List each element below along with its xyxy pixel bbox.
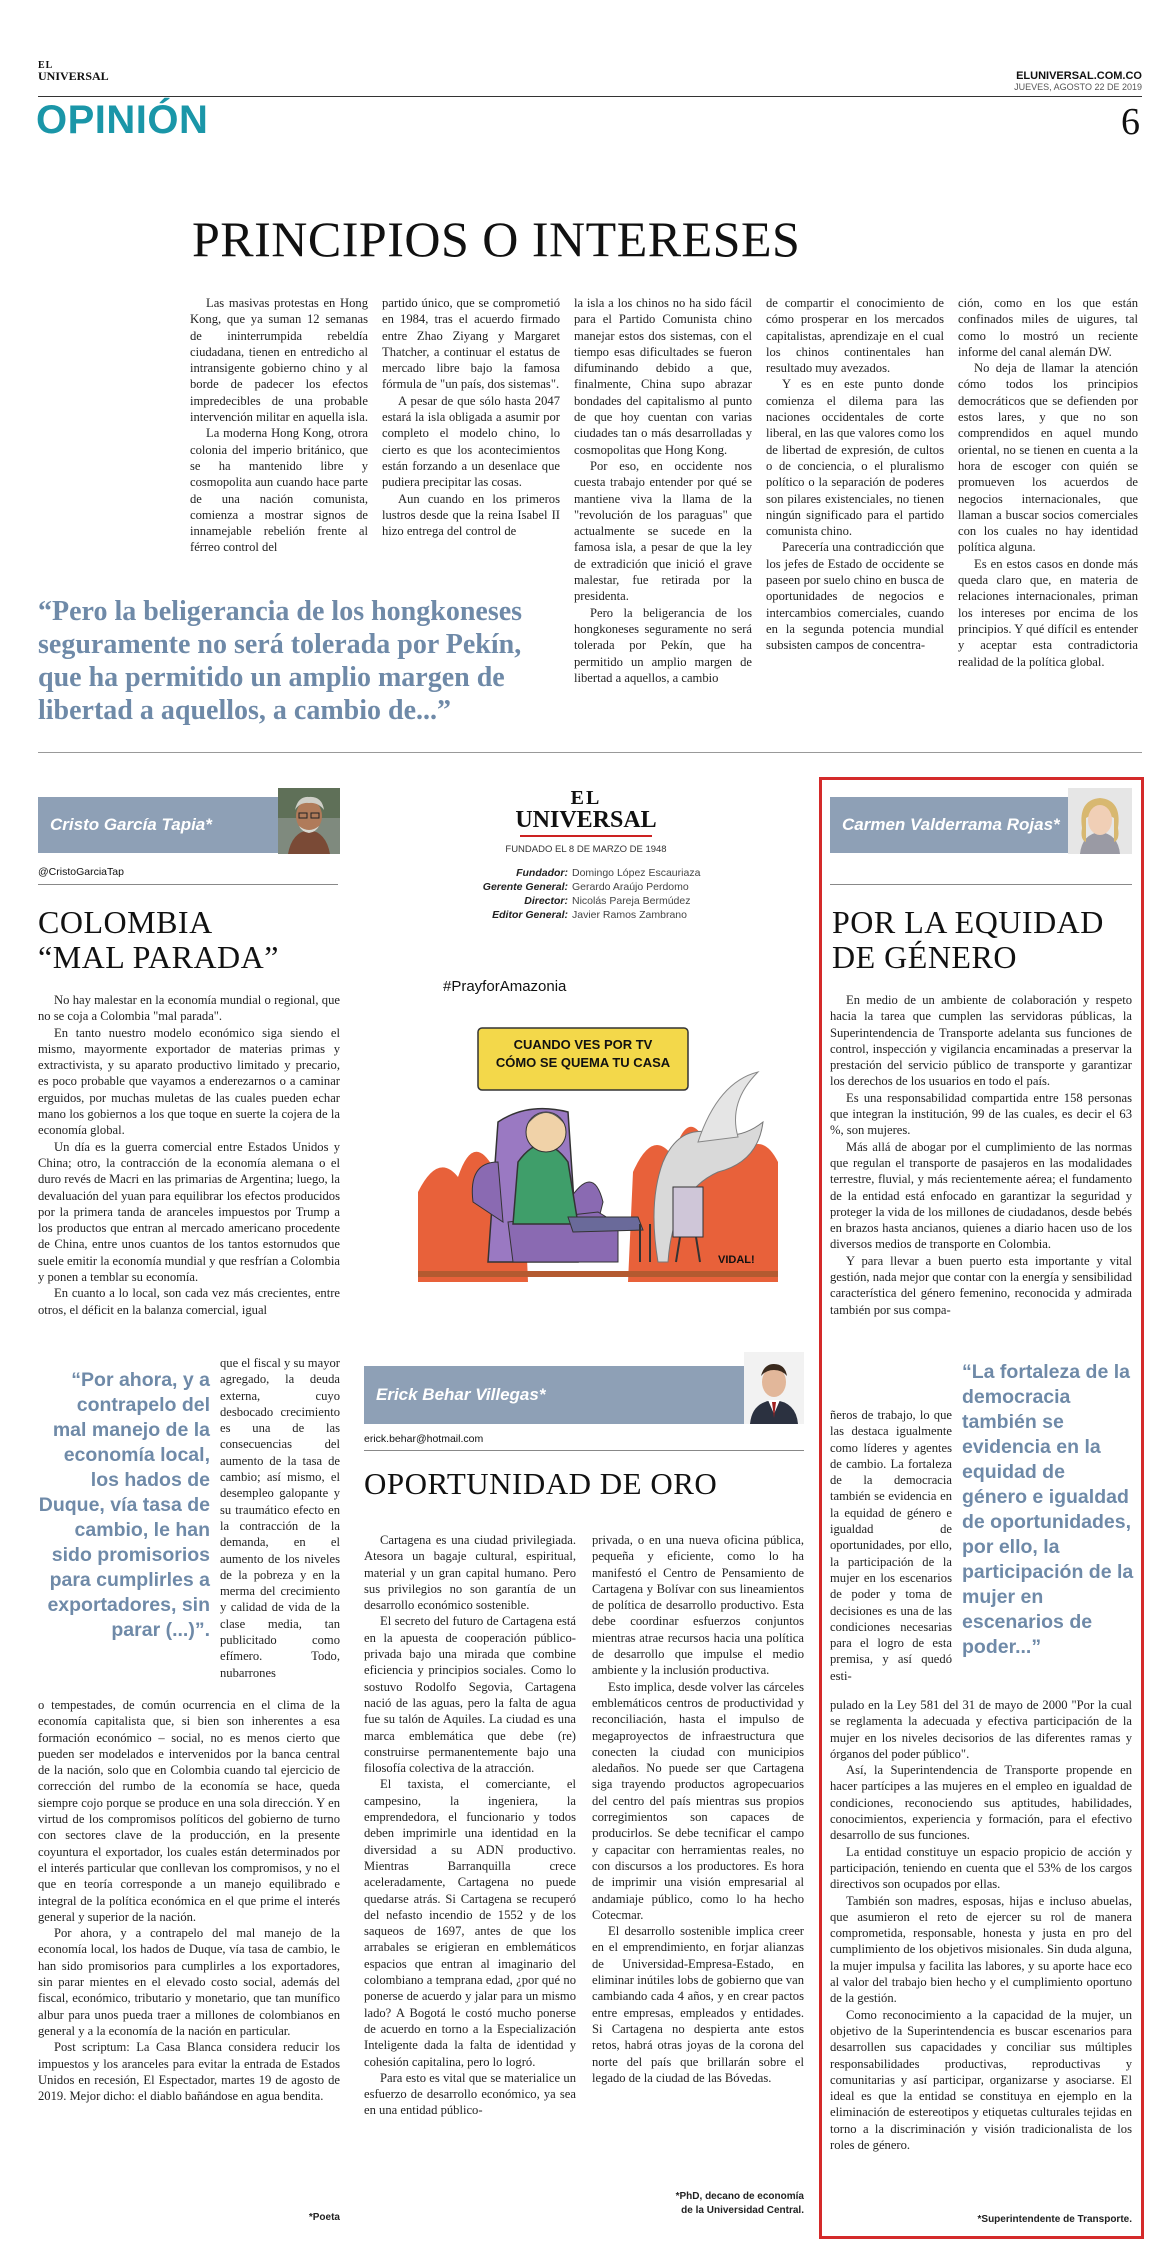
erick-signature-line: *PhD, decano de economía xyxy=(675,2191,804,2202)
avatar xyxy=(744,1352,804,1424)
editorial-title: PRINCIPIOS O INTERESES xyxy=(192,211,801,267)
cristo-paragraph: No hay malestar en la economía mundial o regional, que no se coja a Colombia "mal parada". xyxy=(38,993,340,1024)
cristo-paragraph: Por ahora, y a contrapelo del mal manejo de la economía local, los hados de Duque, vía tasa de cambio, le han sido promisorios para cumplirles a los exportadores, sin parar mientes en el elevado costo social, además del fiscal, económico, tributario y monetario, que tan munífico albur para unos pueda traer a millones de colombianos en general y a la economía de la nación en particular. xyxy=(38,1926,340,2038)
cartoon-artist-signature: VIDAL! xyxy=(718,1254,755,1266)
erick-signature xyxy=(604,2190,804,2218)
column-title-line: “MAL PARADA” xyxy=(38,939,279,975)
editorial-paragraph: La moderna Hong Kong, otrora colonia del imperio británico, que se ha mantenido libre y cosmopolita aun cuando hace parte de una nación comunista, comienza a mostrar signos de innamejable rebelión frente al férreo control del xyxy=(190,426,368,555)
author-rule xyxy=(830,884,1132,885)
cristo-paragraph: En cuanto a lo local, son cada vez más crecientes, entre otros, el déficit en la balanza comercial, igual xyxy=(38,1286,340,1317)
avatar xyxy=(278,788,340,854)
staff-label: Director: xyxy=(524,895,568,907)
carmen-body-top xyxy=(830,992,1132,1318)
column-title-line: DE GÉNERO xyxy=(832,939,1017,975)
editorial-paragraph: Aun cuando en los primeros lustros desde que la reina Isabel II hizo entrega del control de xyxy=(382,491,560,539)
editorial-column-2 xyxy=(382,295,560,539)
staff-logo xyxy=(496,788,676,832)
staff-value: Domingo López Escauriaza xyxy=(572,867,701,879)
staff-row xyxy=(466,880,716,894)
cristo-side-text: que el fiscal y su mayor agregado, la deuda externa, cuyo desbocado crecimiento es una de las consecuencias del aumento de la tasa de cambio; así mismo, el desempleo galopante y su traumático efecto en la contracción de la demanda, en el aumento de los niveles de la pobreza y en la merma del crecimiento y calidad de vida de la clase media, tan publicitado como efímero. Todo, nubarrones xyxy=(220,1356,340,1680)
staff-value: Nicolás Pareja Bermúdez xyxy=(572,895,691,907)
carmen-paragraph: También son madres, esposas, hijas e incluso abuelas, que asumieron el reto de ejercer su rol de manera comprometida, responsable, honesta y justa en pro del cumplimiento de los objetivos misionales. Sin duda alguna, la mujer impulsa y facilita las labores, y su aporte hace eco al valor del trabajo bien hecho y el cumplimiento oportuno de la gestión. xyxy=(830,1893,1132,2006)
editorial-paragraph: la isla a los chinos no ha sido fácil para el Partido Comunista chino manejar estos dos sistemas, con el tiempo esas dificultades se fueron difuminando debido a que, finalmente, China supo abrazar bondades del capitalismo al punto de que hoy cuentan con varias ciudades tan o más desarrolladas y cosmopolitas que Hong Kong. xyxy=(574,296,752,457)
staff-logo-underline xyxy=(520,835,652,837)
carmen-paragraph: pulado en la Ley 581 del 31 de mayo de 2000 "Por la cual se reglamenta la adecuada y efectiva participación de la mujer en los niveles decisorios de las diferentes ramas y órganos del poder público". xyxy=(830,1698,1132,1761)
author-name: Cristo García Tapia* xyxy=(50,815,212,834)
erick-paragraph: El taxista, el comerciante, el campesino, la ingeniera, la emprendedora, el funcionario y todos deben imprimirle una identidad en la diversidad a su ADN productivo. Mientras Barranquilla crece aceleradamente, Cartagena no puede quedarse atrás. Si Cartagena se recuperó del nefasto incendio de 1552 y de los saqueos de 1697, antes de que los arrabales se erigieran en emblemáticos espacios que entran al imaginario del colombiano a temprana edad, ¿por qué no ponerse de acuerdo y jalar para un mismo lado? A Bogotá le costó mucho ponerse de acuerdo en torno a la Especialización Inteligente dada la falta de identidad y cohesión capitalina, pero lo logró. xyxy=(364,1777,576,2069)
erick-paragraph: privada, o en una nueva oficina pública, pequeña y eficiente, como lo ha manifestó el Centro de Pensamiento de Cartagena y Bolívar con sus lineamientos de política de desarrollo productivo. Esta debe coordinar esfuerzos conjuntos mientras atrae recursos hacia una política de desarrollo que impulse el medio ambiente y la inclusión productiva. xyxy=(592,1533,804,1678)
erick-signature-line: de la Universidad Central. xyxy=(681,2205,804,2216)
editorial-paragraph: ción, como en los que están confinados miles de uigures, tal como lo mostró un reciente informe del canal alemán DW. xyxy=(958,296,1138,359)
masthead-logo-bottom: UNIVERSAL xyxy=(38,69,109,83)
masthead-logo-top: EL xyxy=(38,60,54,71)
editorial-column-1 xyxy=(190,295,368,556)
cartoon-caption-line: CÓMO SE QUEMA TU CASA xyxy=(495,1055,671,1070)
section-divider xyxy=(38,752,1142,753)
editorial-pullquote: “Pero la beligerancia de los hongkoneses seguramente no será tolerada por Pekín, que ha permitido un amplio margen de libertad a aquellos, a cambio de...” xyxy=(38,596,523,726)
erick-paragraph: El secreto del futuro de Cartagena está en la apuesta de cooperación público-privada bajo una mirada que combine eficiencia y principios sociales. Como lo sostuvo Rodolfo Segovia, Cartagena nació de las aguas, pero la falta de agua fue su talón de Aquiles. La ciudad es una marca emblemática que debe (re) construirse permanentemente bajo una filosofía colectiva de la atracción. xyxy=(364,1614,576,1776)
cristo-body-top xyxy=(38,992,340,1318)
editorial-paragraph: No deja de llamar la atención cómo todos los principios democráticos que se defienden por estos lares, y que no son comprendidos en aquel mundo oriental, no se tienen en cuenta a la hora de escoger con quién se promueven los acuerdos de negocios internacionales, que llaman a buscar socios comerciales con los cuales no hay identidad política alguna. xyxy=(958,361,1138,555)
carmen-body-bottom xyxy=(830,1697,1132,2153)
column-title-line: POR LA EQUIDAD xyxy=(832,904,1104,940)
editorial-paragraph: de compartir el conocimiento de cómo prosperar en los mercados capitalistas, aprendizaje en el cual los chinos continentales han resultado muy avezados. xyxy=(766,296,944,376)
site-url: ELUNIVERSAL.COM.CO xyxy=(1016,70,1142,82)
masthead-rule xyxy=(38,96,1142,97)
carmen-side-text: ñeros de trabajo, lo que las destaca igualmente como líderes y agentes de cambio. La fortaleza de la democracia también se evidencia en la equidad de género e igualdad de oportunidades, por ello, la participación de la mujer en los escenarios de poder y toma de decisiones es una de las condiciones necesarias para el logro de esta premisa, y así quedó esti- xyxy=(830,1408,952,1683)
cristo-paragraph: o tempestades, de común ocurrencia en el clima de la economía capitalista que, si bien son inherentes a esa formación económico – social, no es menos cierto que pueden ser modelados e intervenidos por la banca central de la nación, solo que en Colombia cuando tal ejercicio de corrección del rumbo de la economía se hace, queda siempre cojo porque se produce en una sola dirección. Y en virtud de los compromisos políticos del gobierno de turno con sectores clave de la producción, en la presente coyuntura el exportador, los cuales están determinados por el interés particular que conllevan los compromisos, y no el que en teoría corresponde a un manejo equilibrado e integral de la política económica en el que prime el interés general y superior de la nación. xyxy=(38,1698,340,1924)
author-rule xyxy=(38,884,338,885)
column-title: OPORTUNIDAD DE ORO xyxy=(364,1466,718,1501)
erick-column-2 xyxy=(592,1532,804,2086)
cristo-body-bottom xyxy=(38,1697,340,2104)
column-title-line: COLOMBIA xyxy=(38,904,213,940)
editorial-paragraph: Por eso, en occidente nos cuesta trabajo entender por qué se mantiene viva la llama de la "revolución de los paraguas" que actualmente se sucede en la famosa isla, a pesar de que la ley de extradición que inició el grave malestar, fue retirada por la presidenta. xyxy=(574,458,752,604)
editorial-column-5 xyxy=(958,295,1138,670)
staff-value: Javier Ramos Zambrano xyxy=(572,909,687,921)
erick-column-1 xyxy=(364,1532,576,2119)
cartoon xyxy=(418,962,778,1282)
staff-row xyxy=(466,866,716,880)
carmen-pullquote: “La fortaleza de la democracia también se evidencia en la equidad de género e igualdad de oportunidades, por ello, la participación de la mujer en escenarios de poder...” xyxy=(962,1361,1134,1658)
cristo-paragraph: Un día es la guerra comercial entre Estados Unidos y China; otro, la contracción de la economía alemana o el duro revés de Macri en las primarias de Argentina; luego, la devaluación del yuan para equilibrar los efectos producidos por la primera tanda de aranceles impuestos por Trump a los productos que entran al mercado americano procedente de China, entre unos cuantos de los tantos estornudos que suele emitir la economía mundial y que resfrían a Colombia y ponen a temblar su economía. xyxy=(38,1139,340,1285)
avatar xyxy=(1068,788,1132,854)
erick-paragraph: El desarrollo sostenible implica creer en el emprendimiento, en forjar alianzas de Universidad-Empresa-Estado, en eliminar inútiles lobs de gobierno que van cambiando cada 4 años, y en crear pactos entre empresas, empleados y entidades. Si Cartagena no despierta ante estos retos, habrá otras joyas de la corona del norte del país que brillarán sobre el legado de la ciudad de las Bóvedas. xyxy=(592,1924,804,2085)
author-name: Erick Behar Villegas* xyxy=(376,1385,546,1404)
cartoon-caption-line: CUANDO VES POR TV xyxy=(513,1037,653,1052)
cartoon-caption xyxy=(478,1036,688,1072)
carmen-paragraph: Como reconocimiento a la capacidad de la mujer, un objetivo de la Superintendencia es buscar escenarios para desarrollen sus capacidades y conciliar sus múltiples responsabilidades productivas, reproductivas y comunitarias y así participar, organizarse y asociarse. El ideal es que la entidad se constituya en ejemplo en la eliminación de estereotipos y etiquetas culturales tejidas en torno a la discriminación y visión tradicionalista de los roles de género. xyxy=(830,2007,1132,2153)
editorial-paragraph: Parecería una contradicción que los jefes de Estado de occidente se paseen por suelo chino en busca de oportunidades de negocios e intercambios comerciales, cuando en la segunda potencia mundial subsisten campos de concentra- xyxy=(766,540,944,653)
cartoon-illustration xyxy=(418,962,778,1282)
column-title xyxy=(832,905,1132,975)
carmen-paragraph: Así, la Superintendencia de Transporte propende en hacer partícipes a las mujeres en el empleo en igualdad de condiciones, reconociendo sus aptitudes, habilidades, conocimientos, experiencia y formación, para el efectivo desarrollo de sus funciones. xyxy=(830,1763,1132,1843)
column-title xyxy=(38,905,338,975)
staff-label: Fundador: xyxy=(516,867,568,879)
cartoon-hashtag: #PrayforAmazonia xyxy=(443,978,567,995)
editorial-paragraph: Y es en este punto donde comienza el dilema para las naciones occidentales de corte liberal, en las que valores como los de libertad de expresión, de cultos o de conciencia, o el pluralismo político o la separación de poderes son pilares existenciales, no tienen ningún significado para el partido comunista chino. xyxy=(766,377,944,539)
editorial-column-4 xyxy=(766,295,944,654)
editorial-paragraph: Es en estos casos en donde más queda claro que, en materia de relaciones internacionales, priman los intereses por encima de los principios. Y qué difícil es entender y aceptar esta contradictoria realidad de la política global. xyxy=(958,556,1138,669)
section-title: OPINIÓN xyxy=(36,98,209,142)
carmen-paragraph: La entidad constituye un espacio propicio de acción y participación, teniendo en cuenta que el 53% de los cargos directivos son ocupados por ellas. xyxy=(830,1844,1132,1892)
author-rule xyxy=(364,1450,804,1451)
editorial-paragraph: partido único, que se comprometió en 1984, tras el acuerdo firmado entre Zhao Ziyang y Margaret Thatcher, a continuar el estatus de mercado libre bajo la famosa fórmula de "un país, dos sistemas". xyxy=(382,296,560,392)
page-number: 6 xyxy=(1121,101,1140,143)
erick-paragraph: Cartagena es una ciudad privilegiada. Atesora un bagaje cultural, espiritual, material y un gran capital humano. Pero sus privilegios no son garantía de un desarrollo económico sostenible. xyxy=(364,1533,576,1613)
cristo-paragraph: En tanto nuestro modelo económico siga siendo el mismo, mayormente exportador de materias primas y extractivista, y su aparato productivo limitado y precario, es poco probable que vayamos a enderezarnos o a caminar erguidos, por muchas muletas de las cuales pueden echar mano los gobiernos a los que toque en suerte la cojera de la economía global. xyxy=(38,1025,340,1138)
issue-date: JUEVES, AGOSTO 22 DE 2019 xyxy=(1014,82,1142,92)
masthead-logo xyxy=(38,60,128,82)
erick-paragraph: Esto implica, desde volver las cárceles emblemáticos centros de productividad y reconciliación, hasta el impulso de megaproyectos de infraestructura que conecten la ciudad con municipios aledaños. No puede ser que Cartagena siga trayendo productos agropecuarios del centro del país mientras sus propios corregimientos son capaces de producirlos. Se debe tecnificar el campo y capacitar con herramientas reales, no con discursos a los productores. Es hora de imprimir una visión empresarial al andamiaje público, como lo ha hecho Cotecmar. xyxy=(592,1679,804,1922)
author-bar-erick xyxy=(364,1366,804,1424)
staff-label: Editor General: xyxy=(492,909,568,921)
staff-logo-top: EL xyxy=(570,787,602,809)
staff-row xyxy=(466,908,716,922)
carmen-paragraph: En medio de un ambiente de colaboración y respeto hacia la tarea que cumplen las servidoras públicas, la Superintendencia de Transporte adelanta sus funciones de control, inspección y vigilancia encaminadas a preservar la prestación del servicio público de transporte y garantizar los derechos de los usuarios en todo el país. xyxy=(830,993,1132,1089)
carmen-paragraph: Es una responsabilidad compartida entre 158 personas que integran la institución, 99 de las cuales, es decir el 63 %, son mujeres. xyxy=(830,1090,1132,1138)
staff-row xyxy=(466,894,716,908)
staff-value: Gerardo Araújo Perdomo xyxy=(572,881,689,893)
staff-logo-bottom: UNIVERSAL xyxy=(515,807,657,833)
author-handle[interactable]: @CristoGarciaTap xyxy=(38,866,124,878)
cristo-pullquote: “Por ahora, y a contrapelo del mal manejo de la economía local, los hados de Duque, vía tasa de cambio, le han sido promisorios para cumplirles a exportadores, sin parar (...)”. xyxy=(38,1369,210,1641)
editorial-column-3 xyxy=(574,295,752,686)
editorial-paragraph: Pero la beligerancia de los hongkoneses seguramente no será tolerada por Pekín, que ha permitido un amplio margen de libertad a aquellos, a cambio xyxy=(574,605,752,685)
staff-founded: FUNDADO EL 8 DE MARZO DE 1948 xyxy=(505,844,667,855)
erick-paragraph: Para esto es vital que se materialice un esfuerzo de desarrollo económico, ya sea en una entidad público- xyxy=(364,2070,576,2118)
author-handle[interactable]: erick.behar@hotmail.com xyxy=(364,1433,484,1445)
editorial-paragraph: Las masivas protestas en Hong Kong, que ya suman 12 semanas de ininterrumpida rebeldía ciudadana, tienen en entredicho al intransigente gobierno chino y al borde de padecer los efectos impredecibles de una probable intervención militar en aquella isla. xyxy=(190,296,368,425)
editorial-paragraph: A pesar de que sólo hasta 2047 estará la isla obligada a asumir por completo el modelo chino, lo cierto es que los acontecimientos están forzando a un desenlace que pudiera precipitar las cosas. xyxy=(382,393,560,490)
carmen-paragraph: Y para llevar a buen puerto esta importante y vital gestión, nada mejor que contar con la energía y sensibilidad característica del género femenino, reconocida y admirada también por sus compa- xyxy=(830,1253,1132,1317)
cristo-paragraph: Post scriptum: La Casa Blanca considera reducir los impuestos y los aranceles para evitar la entrada de Estados Unidos en recesión, El Espectador, martes 19 de agosto de 2019. Mejor dicho: el diablo bañándose en agua bendita. xyxy=(38,2040,340,2104)
carmen-paragraph: Más allá de abogar por el cumplimiento de las normas que regulan el transporte de pasajeros en las modalidades terrestre, fluvial, y más recientemente aérea; el fundamento de la entidad está enfocado en garantizar la seguridad y proteger la vida de los millones de ciudadanos, desde bebés en brazos hasta ancianos, quienes a diario hacen uso de los diversos medios de transporte en Colombia. xyxy=(830,1139,1132,1252)
cristo-signature: *Poeta xyxy=(308,2212,340,2223)
staff-list xyxy=(466,866,716,922)
staff-label: Gerente General: xyxy=(482,881,568,893)
author-name: Carmen Valderrama Rojas* xyxy=(842,815,1060,834)
carmen-signature: *Superintendente de Transporte. xyxy=(977,2214,1132,2225)
